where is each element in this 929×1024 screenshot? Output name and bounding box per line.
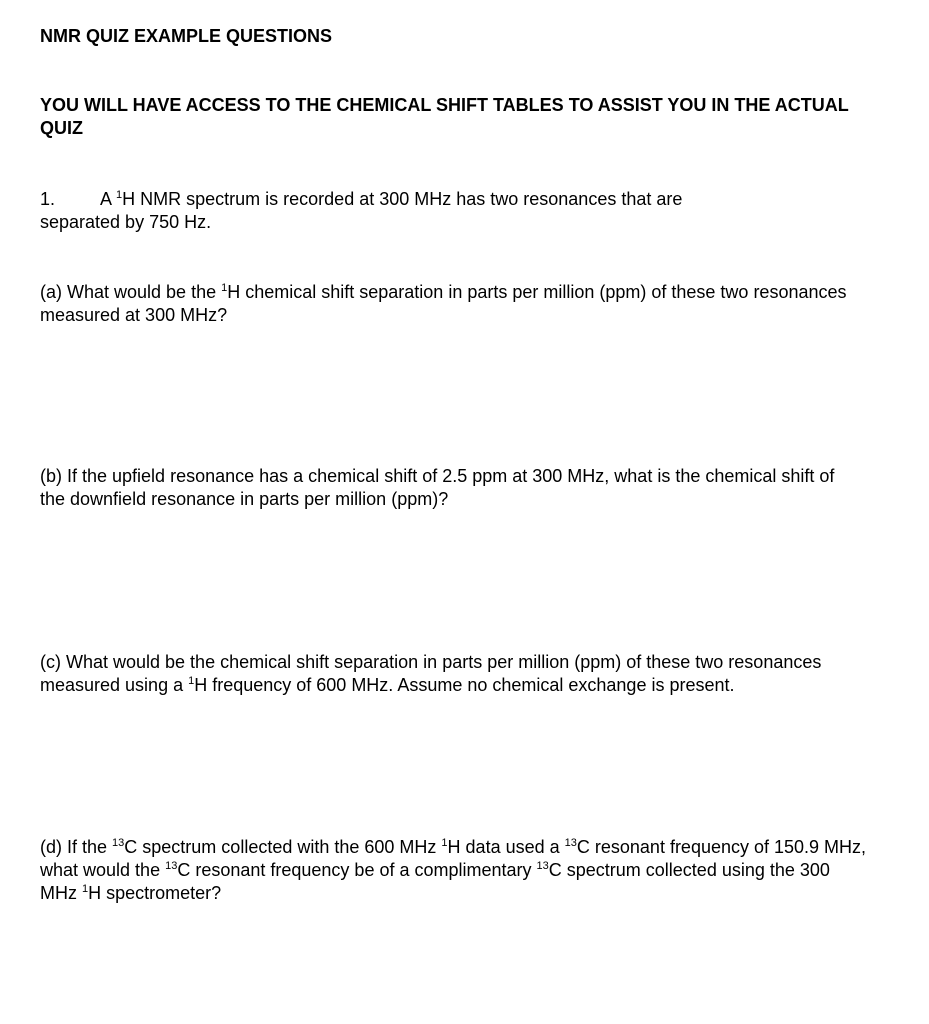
question-1-text-continued: separated by 750 Hz. (40, 212, 212, 232)
part-c-text: (c) What would be the chemical shift separation in parts per million (ppm) of these two resonances measured using a (40, 652, 822, 695)
question-part-b (40, 465, 860, 511)
part-d-text: C spectrum collected using the 300 MHz (40, 860, 830, 903)
question-part-a (40, 281, 860, 327)
superscript: 1 (188, 675, 195, 687)
part-a-text-continued: H chemical shift separation in parts per million (ppm) of these two resonances measured at 300 MHz? (40, 282, 847, 325)
question-part-c (40, 651, 860, 697)
superscript: 1 (221, 282, 228, 294)
part-d-text: C resonant frequency of 150.9 MHz, what would the (40, 837, 867, 880)
part-d-text: (d) If the (40, 837, 113, 857)
part-d-text: H data used a (447, 837, 565, 857)
part-d-text: C resonant frequency be of a complimentary (177, 860, 537, 880)
quiz-notice: YOU WILL HAVE ACCESS TO THE CHEMICAL SHIFT TABLES TO ASSIST YOU IN THE ACTUAL QUIZ (40, 95, 849, 138)
question-1 (40, 188, 860, 234)
superscript: 1 (82, 883, 89, 895)
question-part-d (40, 836, 870, 905)
superscript: 13 (536, 860, 549, 872)
part-d-text: H spectrometer? (88, 883, 222, 903)
question-number: 1. (40, 189, 56, 209)
part-d-text: C spectrum collected with the 600 MHz (124, 837, 442, 857)
question-1-prefix: A (100, 189, 117, 209)
page-title: NMR QUIZ EXAMPLE QUESTIONS (40, 26, 333, 46)
part-b-text: (b) If the upfield resonance has a chemical shift of 2.5 ppm at 300 MHz, what is the chemical shift of the downfield resonance in parts per million (ppm)? (40, 466, 835, 509)
part-c-text-continued: H frequency of 600 MHz. Assume no chemical exchange is present. (194, 675, 735, 695)
superscript: 1 (441, 837, 448, 849)
superscript: 13 (564, 837, 577, 849)
superscript: 13 (165, 860, 178, 872)
superscript: 1 (116, 189, 123, 201)
question-1-text: H NMR spectrum is recorded at 300 MHz has two resonances that are (122, 189, 683, 209)
superscript: 13 (112, 837, 125, 849)
part-a-text: (a) What would be the (40, 282, 222, 302)
